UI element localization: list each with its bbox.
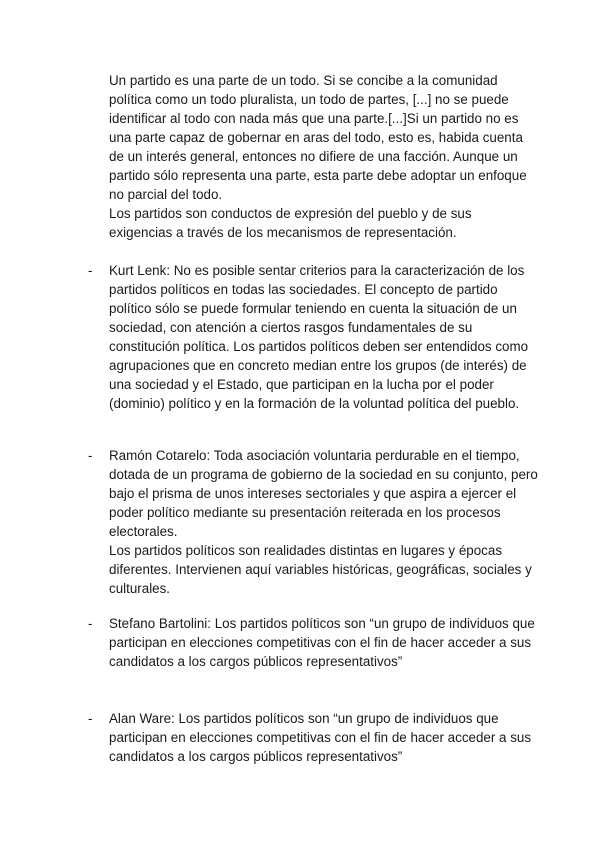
list-dash: - (88, 263, 93, 278)
list-item-alan-ware (88, 709, 538, 766)
list-item-paragraph: Alan Ware: Los partidos políticos son “un grupo de individuos que participan en elecciones competitivas con el fin de hacer acceder a sus candidatos a los cargos públicos representativos” (109, 711, 532, 764)
intro-block (109, 71, 534, 242)
intro-paragraph: Un partido es una parte de un todo. Si se concibe a la comunidad política como un todo pluralista, un todo de partes, [...] no se puede identificar al todo con nada más que una parte.[...]Si un partido no es una parte capaz de gobernar en aras del todo, esto es, habida cuenta de un interés general, entonces no difiere de una facción. Aunque un partido sólo representa una parte, esta parte debe adoptar un enfoque no parcial del todo. (109, 73, 527, 202)
list-item-paragraph: Los partidos políticos son realidades distintas en lugares y épocas diferentes. Intervienen aquí variables históricas, geográficas, sociales y culturales. (109, 543, 532, 596)
list-dash: - (88, 616, 93, 631)
list-item-stefano-bartolini (88, 614, 538, 671)
list-item-paragraph: Kurt Lenk: No es posible sentar criterios para la caracterización de los partidos políticos en todas las sociedades. El concepto de partido político sólo se puede formular teniendo en cuenta la situación de un sociedad, con atención a ciertos rasgos fundamentales de su constitución política. Los partidos políticos deben ser entendidos como agrupaciones que en concreto median entre los grupos (de interés) de una sociedad y el Estado, que participan en la lucha por el poder (dominio) político y en la formación de la voluntad política del pueblo. (109, 263, 529, 411)
list-dash: - (88, 711, 93, 726)
list-item-paragraph: Stefano Bartolini: Los partidos políticos son “un grupo de individuos que participan en elecciones competitivas con el fin de hacer acceder a sus candidatos a los cargos públicos representativos” (109, 616, 535, 669)
list-item-ramon-cotarelo (88, 446, 538, 598)
list-item-kurt-lenk (88, 261, 538, 413)
intro-paragraph: Los partidos son conductos de expresión del pueblo y de sus exigencias a través de los mecanismos de representación. (109, 206, 472, 240)
list-item-paragraph: Ramón Cotarelo: Toda asociación voluntaria perdurable en el tiempo, dotada de un programa de gobierno de la sociedad en su conjunto, pero bajo el prisma de unos intereses sectoriales y que aspira a ejercer el poder político mediante su presentación reiterada en los procesos electorales. (109, 448, 538, 539)
list-dash: - (88, 448, 93, 463)
